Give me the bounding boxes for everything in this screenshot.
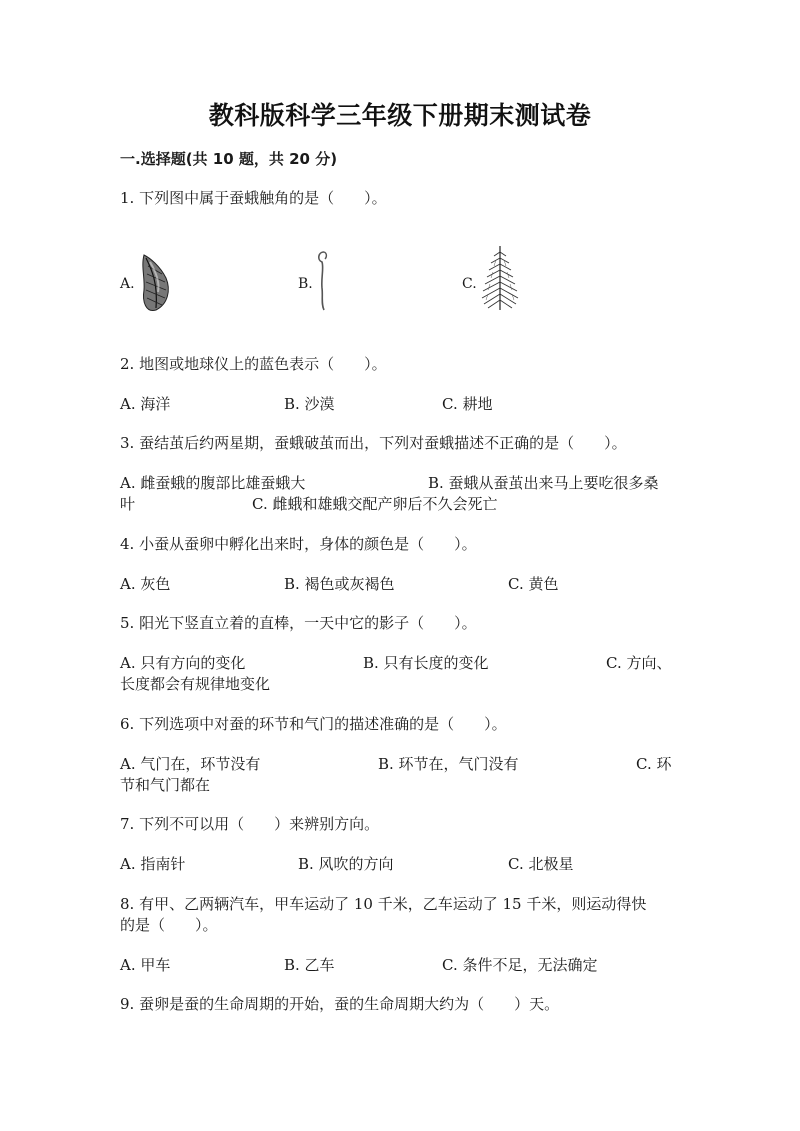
q2-option-a[interactable]: A. 海洋 [120, 395, 171, 413]
section-heading: 一.选择题(共 10 题，共 20 分) [120, 150, 338, 168]
q5-option-b[interactable]: B. 只有长度的变化 [363, 654, 489, 672]
q3-option-b[interactable]: B. 蚕蛾从蚕茧出来马上要吃很多桑 [428, 474, 659, 492]
page-title: 教科版科学三年级下册期末测试卷 [208, 101, 592, 130]
q1-option-c-label[interactable]: C. [462, 276, 477, 292]
q3-option-c[interactable]: C. 雌蛾和雄蛾交配产卵后不久会死亡 [252, 495, 498, 513]
question-1-stem: 1. 下列图中属于蚕蛾触角的是（ ）。 [120, 189, 387, 207]
q6-option-b[interactable]: B. 环节在，气门没有 [378, 755, 519, 773]
q3-option-a[interactable]: A. 雌蚕蛾的腹部比雄蚕蛾大 [120, 474, 306, 492]
q5-option-a[interactable]: A. 只有方向的变化 [120, 654, 246, 672]
q5-option-c-continued[interactable]: 长度都会有规律地变化 [120, 675, 271, 693]
feather-antenna-image [138, 252, 174, 314]
question-2-stem: 2. 地图或地球仪上的蓝色表示（ ）。 [120, 355, 387, 373]
comb-antenna-image [478, 244, 522, 314]
question-3-stem: 3. 蚕结茧后约两星期，蚕蛾破茧而出，下列对蚕蛾描述不正确的是（ ）。 [120, 434, 627, 452]
q6-option-c-continued[interactable]: 节和气门都在 [120, 776, 211, 794]
thread-antenna-image [312, 248, 336, 314]
q8-option-b[interactable]: B. 乙车 [284, 956, 335, 974]
question-4-stem: 4. 小蚕从蚕卵中孵化出来时，身体的颜色是（ ）。 [120, 535, 477, 553]
q1-option-b-label[interactable]: B. [298, 276, 313, 292]
q7-option-c[interactable]: C. 北极星 [508, 855, 574, 873]
question-5-stem: 5. 阳光下竖直立着的直棒，一天中它的影子（ ）。 [120, 614, 477, 632]
question-9-stem: 9. 蚕卵是蚕的生命周期的开始，蚕的生命周期大约为（ ）天。 [120, 995, 560, 1013]
q3-option-b-continued[interactable]: 叶 [120, 495, 136, 513]
q8-option-a[interactable]: A. 甲车 [120, 956, 171, 974]
q4-option-c[interactable]: C. 黄色 [508, 575, 559, 593]
q5-option-c[interactable]: C. 方向、 [606, 654, 672, 672]
q6-option-c[interactable]: C. 环 [636, 755, 672, 773]
q2-option-b[interactable]: B. 沙漠 [284, 395, 335, 413]
q6-option-a[interactable]: A. 气门在，环节没有 [120, 755, 261, 773]
q2-option-c[interactable]: C. 耕地 [442, 395, 493, 413]
question-6-stem: 6. 下列选项中对蚕的环节和气门的描述准确的是（ ）。 [120, 715, 507, 733]
q1-option-a-label[interactable]: A. [120, 276, 135, 292]
question-7-stem: 7. 下列不可以用（ ）来辨别方向。 [120, 815, 380, 833]
question-8-stem: 8. 有甲、乙两辆汽车，甲车运动了 10 千米，乙车运动了 15 千米，则运动得快 [120, 895, 647, 913]
q4-option-a[interactable]: A. 灰色 [120, 575, 171, 593]
q7-option-b[interactable]: B. 风吹的方向 [298, 855, 394, 873]
q8-option-c[interactable]: C. 条件不足，无法确定 [442, 956, 598, 974]
q7-option-a[interactable]: A. 指南针 [120, 855, 186, 873]
q4-option-b[interactable]: B. 褐色或灰褐色 [284, 575, 395, 593]
question-8-stem-continued: 的是（ ）。 [120, 916, 218, 934]
